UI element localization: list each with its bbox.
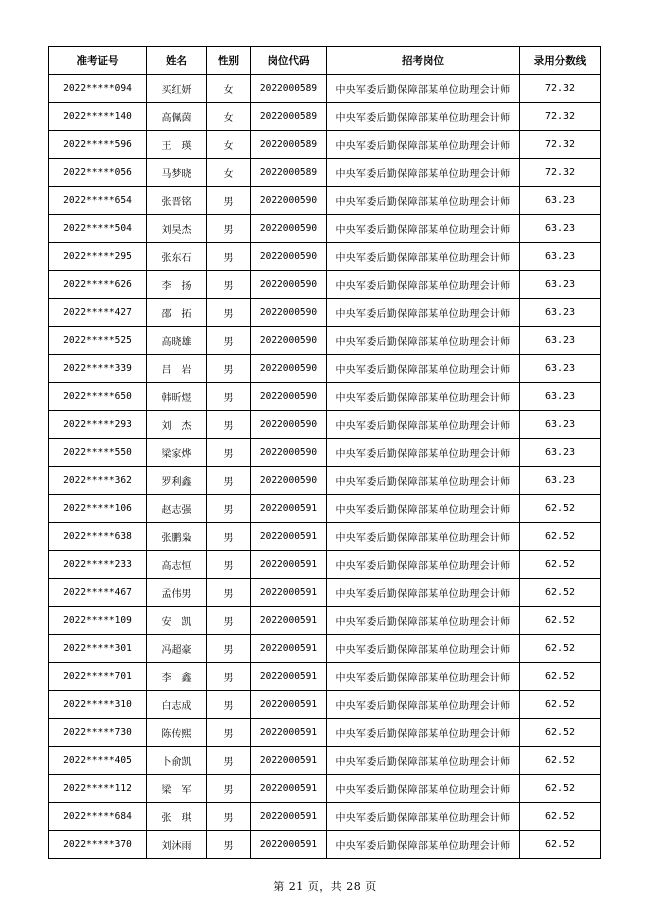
cell-score-line: 62.52 — [520, 635, 601, 663]
cell-name: 刘 杰 — [147, 411, 207, 439]
cell-name: 张晋铭 — [147, 187, 207, 215]
cell-gender: 男 — [207, 635, 251, 663]
cell-position-code: 2022000590 — [251, 355, 327, 383]
table-row — [49, 187, 601, 215]
cell-position: 中央军委后勤保障部某单位助理会计师 — [327, 299, 520, 327]
cell-gender: 男 — [207, 187, 251, 215]
cell-exam-id: 2022*****626 — [49, 271, 147, 299]
cell-position-code: 2022000590 — [251, 271, 327, 299]
cell-name: 邵 拓 — [147, 299, 207, 327]
table-row — [49, 299, 601, 327]
cell-gender: 男 — [207, 243, 251, 271]
cell-name: 韩昕煜 — [147, 383, 207, 411]
cell-exam-id: 2022*****339 — [49, 355, 147, 383]
cell-exam-id: 2022*****550 — [49, 439, 147, 467]
cell-position: 中央军委后勤保障部某单位助理会计师 — [327, 355, 520, 383]
cell-position-code: 2022000591 — [251, 719, 327, 747]
cell-exam-id: 2022*****310 — [49, 691, 147, 719]
cell-position-code: 2022000591 — [251, 607, 327, 635]
cell-gender: 男 — [207, 579, 251, 607]
cell-exam-id: 2022*****140 — [49, 103, 147, 131]
cell-position-code: 2022000590 — [251, 327, 327, 355]
table-body — [49, 75, 601, 859]
cell-exam-id: 2022*****427 — [49, 299, 147, 327]
cell-gender: 男 — [207, 803, 251, 831]
cell-exam-id: 2022*****701 — [49, 663, 147, 691]
cell-name: 白志成 — [147, 691, 207, 719]
cell-position: 中央军委后勤保障部某单位助理会计师 — [327, 271, 520, 299]
cell-position-code: 2022000589 — [251, 131, 327, 159]
cell-gender: 男 — [207, 747, 251, 775]
cell-score-line: 62.52 — [520, 831, 601, 859]
cell-exam-id: 2022*****638 — [49, 523, 147, 551]
cell-position-code: 2022000591 — [251, 775, 327, 803]
cell-gender: 男 — [207, 467, 251, 495]
cell-position: 中央军委后勤保障部某单位助理会计师 — [327, 551, 520, 579]
cell-gender: 男 — [207, 299, 251, 327]
cell-exam-id: 2022*****504 — [49, 215, 147, 243]
cell-position: 中央军委后勤保障部某单位助理会计师 — [327, 607, 520, 635]
cell-position-code: 2022000591 — [251, 691, 327, 719]
cell-position-code: 2022000590 — [251, 299, 327, 327]
cell-exam-id: 2022*****301 — [49, 635, 147, 663]
table-row — [49, 607, 601, 635]
cell-position-code: 2022000591 — [251, 831, 327, 859]
cell-score-line: 62.52 — [520, 523, 601, 551]
cell-exam-id: 2022*****405 — [49, 747, 147, 775]
cell-position-code: 2022000590 — [251, 187, 327, 215]
cell-position: 中央军委后勤保障部某单位助理会计师 — [327, 467, 520, 495]
table-row — [49, 467, 601, 495]
cell-position: 中央军委后勤保障部某单位助理会计师 — [327, 719, 520, 747]
cell-score-line: 62.52 — [520, 691, 601, 719]
cell-position-code: 2022000591 — [251, 495, 327, 523]
table-row — [49, 775, 601, 803]
cell-score-line: 62.52 — [520, 607, 601, 635]
cell-position-code: 2022000591 — [251, 747, 327, 775]
cell-score-line: 72.32 — [520, 103, 601, 131]
table-row — [49, 831, 601, 859]
cell-position: 中央军委后勤保障部某单位助理会计师 — [327, 327, 520, 355]
cell-gender: 男 — [207, 523, 251, 551]
table-row — [49, 383, 601, 411]
cell-position-code: 2022000590 — [251, 383, 327, 411]
cell-position: 中央军委后勤保障部某单位助理会计师 — [327, 523, 520, 551]
cell-exam-id: 2022*****370 — [49, 831, 147, 859]
table-row — [49, 747, 601, 775]
cell-position-code: 2022000591 — [251, 579, 327, 607]
cell-name: 刘沐雨 — [147, 831, 207, 859]
header-score-line: 录用分数线 — [520, 47, 601, 75]
table-row — [49, 411, 601, 439]
cell-exam-id: 2022*****654 — [49, 187, 147, 215]
cell-position: 中央军委后勤保障部某单位助理会计师 — [327, 159, 520, 187]
cell-exam-id: 2022*****596 — [49, 131, 147, 159]
cell-exam-id: 2022*****109 — [49, 607, 147, 635]
cell-position-code: 2022000591 — [251, 551, 327, 579]
cell-gender: 男 — [207, 411, 251, 439]
cell-exam-id: 2022*****106 — [49, 495, 147, 523]
cell-position-code: 2022000590 — [251, 411, 327, 439]
table-row — [49, 691, 601, 719]
cell-exam-id: 2022*****525 — [49, 327, 147, 355]
cell-gender: 男 — [207, 383, 251, 411]
header-exam-id: 准考证号 — [49, 47, 147, 75]
cell-score-line: 63.23 — [520, 299, 601, 327]
cell-position: 中央军委后勤保障部某单位助理会计师 — [327, 215, 520, 243]
cell-name: 梁 军 — [147, 775, 207, 803]
cell-name: 张东石 — [147, 243, 207, 271]
cell-gender: 男 — [207, 327, 251, 355]
cell-gender: 女 — [207, 131, 251, 159]
cell-score-line: 63.23 — [520, 439, 601, 467]
header-position-code: 岗位代码 — [251, 47, 327, 75]
cell-gender: 女 — [207, 75, 251, 103]
cell-exam-id: 2022*****295 — [49, 243, 147, 271]
cell-exam-id: 2022*****094 — [49, 75, 147, 103]
cell-exam-id: 2022*****650 — [49, 383, 147, 411]
cell-gender: 男 — [207, 215, 251, 243]
table-row — [49, 803, 601, 831]
cell-exam-id: 2022*****362 — [49, 467, 147, 495]
cell-score-line: 63.23 — [520, 243, 601, 271]
cell-position: 中央军委后勤保障部某单位助理会计师 — [327, 75, 520, 103]
cell-score-line: 63.23 — [520, 215, 601, 243]
cell-score-line: 63.23 — [520, 467, 601, 495]
cell-position: 中央军委后勤保障部某单位助理会计师 — [327, 383, 520, 411]
cell-name: 李 鑫 — [147, 663, 207, 691]
cell-position-code: 2022000591 — [251, 803, 327, 831]
cell-name: 陈传熙 — [147, 719, 207, 747]
header-position: 招考岗位 — [327, 47, 520, 75]
table-row — [49, 719, 601, 747]
cell-position: 中央军委后勤保障部某单位助理会计师 — [327, 747, 520, 775]
table-row — [49, 159, 601, 187]
cell-position-code: 2022000590 — [251, 467, 327, 495]
cell-gender: 男 — [207, 439, 251, 467]
table-row — [49, 243, 601, 271]
cell-position: 中央军委后勤保障部某单位助理会计师 — [327, 187, 520, 215]
cell-score-line: 63.23 — [520, 327, 601, 355]
cell-score-line: 62.52 — [520, 663, 601, 691]
cell-gender: 男 — [207, 355, 251, 383]
table-row — [49, 75, 601, 103]
cell-gender: 男 — [207, 607, 251, 635]
cell-position-code: 2022000589 — [251, 159, 327, 187]
cell-exam-id: 2022*****684 — [49, 803, 147, 831]
cell-score-line: 62.52 — [520, 551, 601, 579]
cell-position: 中央军委后勤保障部某单位助理会计师 — [327, 495, 520, 523]
table-row — [49, 271, 601, 299]
cell-position: 中央军委后勤保障部某单位助理会计师 — [327, 243, 520, 271]
cell-score-line: 62.52 — [520, 775, 601, 803]
cell-score-line: 72.32 — [520, 131, 601, 159]
cell-name: 张鹏枭 — [147, 523, 207, 551]
cell-name: 卜俞凯 — [147, 747, 207, 775]
cell-position: 中央军委后勤保障部某单位助理会计师 — [327, 439, 520, 467]
cell-score-line: 72.32 — [520, 159, 601, 187]
cell-score-line: 72.32 — [520, 75, 601, 103]
cell-name: 高晓雄 — [147, 327, 207, 355]
cell-name: 罗利鑫 — [147, 467, 207, 495]
cell-position-code: 2022000590 — [251, 215, 327, 243]
table-header — [49, 47, 601, 75]
cell-name: 李 扬 — [147, 271, 207, 299]
table-row — [49, 551, 601, 579]
table-row — [49, 131, 601, 159]
cell-gender: 男 — [207, 831, 251, 859]
cell-position: 中央军委后勤保障部某单位助理会计师 — [327, 635, 520, 663]
cell-gender: 女 — [207, 159, 251, 187]
cell-score-line: 63.23 — [520, 187, 601, 215]
cell-position-code: 2022000591 — [251, 523, 327, 551]
cell-position: 中央军委后勤保障部某单位助理会计师 — [327, 131, 520, 159]
table-row — [49, 579, 601, 607]
cell-name: 马梦晓 — [147, 159, 207, 187]
cell-position-code: 2022000589 — [251, 103, 327, 131]
cell-position: 中央军委后勤保障部某单位助理会计师 — [327, 103, 520, 131]
cell-position: 中央军委后勤保障部某单位助理会计师 — [327, 831, 520, 859]
cell-exam-id: 2022*****293 — [49, 411, 147, 439]
cell-exam-id: 2022*****730 — [49, 719, 147, 747]
cell-name: 高志恒 — [147, 551, 207, 579]
cell-exam-id: 2022*****233 — [49, 551, 147, 579]
cell-position: 中央军委后勤保障部某单位助理会计师 — [327, 775, 520, 803]
cell-position-code: 2022000591 — [251, 635, 327, 663]
cell-position-code: 2022000589 — [251, 75, 327, 103]
cell-name: 高佩茵 — [147, 103, 207, 131]
table-row — [49, 439, 601, 467]
table-row — [49, 635, 601, 663]
cell-score-line: 62.52 — [520, 719, 601, 747]
cell-score-line: 63.23 — [520, 411, 601, 439]
cell-name: 孟伟男 — [147, 579, 207, 607]
cell-exam-id: 2022*****467 — [49, 579, 147, 607]
cell-name: 冯超豪 — [147, 635, 207, 663]
cell-score-line: 62.52 — [520, 803, 601, 831]
cell-position: 中央军委后勤保障部某单位助理会计师 — [327, 579, 520, 607]
cell-score-line: 62.52 — [520, 495, 601, 523]
cell-name: 买红妍 — [147, 75, 207, 103]
table-row — [49, 215, 601, 243]
table-row — [49, 663, 601, 691]
cell-position-code: 2022000591 — [251, 663, 327, 691]
cell-position: 中央军委后勤保障部某单位助理会计师 — [327, 691, 520, 719]
cell-gender: 男 — [207, 495, 251, 523]
cell-name: 王 瑛 — [147, 131, 207, 159]
cell-score-line: 62.52 — [520, 579, 601, 607]
cell-gender: 男 — [207, 775, 251, 803]
table-row — [49, 495, 601, 523]
cell-name: 安 凯 — [147, 607, 207, 635]
cell-gender: 男 — [207, 271, 251, 299]
cell-position: 中央军委后勤保障部某单位助理会计师 — [327, 803, 520, 831]
cell-name: 赵志强 — [147, 495, 207, 523]
table-row — [49, 103, 601, 131]
cell-score-line: 63.23 — [520, 383, 601, 411]
table-row — [49, 355, 601, 383]
cell-gender: 男 — [207, 663, 251, 691]
cell-gender: 女 — [207, 103, 251, 131]
header-name: 姓名 — [147, 47, 207, 75]
table-row — [49, 327, 601, 355]
cell-score-line: 63.23 — [520, 271, 601, 299]
table-row — [49, 523, 601, 551]
cell-name: 张 琪 — [147, 803, 207, 831]
cell-gender: 男 — [207, 691, 251, 719]
cell-position: 中央军委后勤保障部某单位助理会计师 — [327, 663, 520, 691]
cell-position-code: 2022000590 — [251, 243, 327, 271]
cell-score-line: 63.23 — [520, 355, 601, 383]
cell-gender: 男 — [207, 719, 251, 747]
header-row — [49, 47, 601, 75]
cell-score-line: 62.52 — [520, 747, 601, 775]
header-gender: 性别 — [207, 47, 251, 75]
cell-exam-id: 2022*****112 — [49, 775, 147, 803]
page-number: 第 21 页，共 28 页 — [273, 880, 377, 893]
cell-gender: 男 — [207, 551, 251, 579]
cell-exam-id: 2022*****056 — [49, 159, 147, 187]
cell-name: 刘昊杰 — [147, 215, 207, 243]
cell-position-code: 2022000590 — [251, 439, 327, 467]
cell-name: 梁家烨 — [147, 439, 207, 467]
cell-name: 吕 岩 — [147, 355, 207, 383]
results-table — [48, 46, 601, 859]
cell-position: 中央军委后勤保障部某单位助理会计师 — [327, 411, 520, 439]
